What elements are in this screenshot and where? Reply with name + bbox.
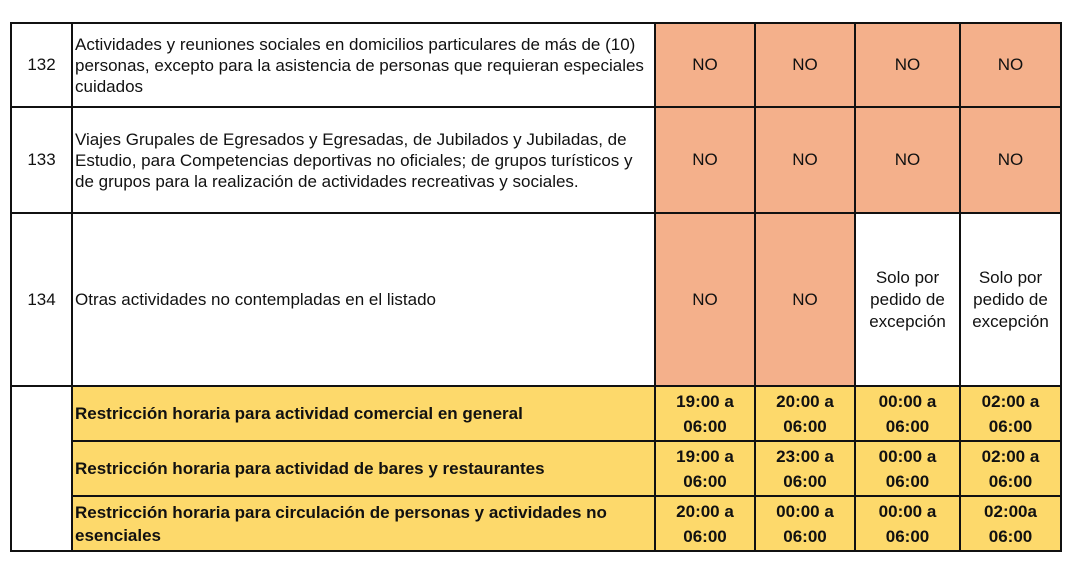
- hours-end: 06:00: [885, 471, 930, 491]
- phase-4-hours: [960, 386, 1061, 441]
- hours-start: 00:00 a: [878, 501, 937, 521]
- hours-end: 06:00: [885, 416, 930, 436]
- hours-end: 06:00: [783, 526, 827, 546]
- hours-end: 06:00: [988, 416, 1033, 436]
- hours-end: 06:00: [988, 471, 1033, 491]
- hours-start: 19:00 a: [676, 391, 734, 411]
- phase-4-hours: [960, 441, 1061, 496]
- table-row: [11, 213, 1061, 386]
- restriction-description: Restricción horaria para circulación de personas y actividades no esenciales: [72, 496, 655, 551]
- phase-3-cell: NO: [855, 23, 960, 107]
- hours-start: 23:00 a: [776, 446, 834, 466]
- table-row: [11, 107, 1061, 213]
- phase-3-cell: NO: [855, 107, 960, 213]
- phase-3-hours: [855, 386, 960, 441]
- restriction-description: Restricción horaria para actividad comercial en general: [72, 386, 655, 441]
- hours-end: 06:00: [988, 526, 1033, 546]
- phase-4-cell: Solo por pedido de excepción: [960, 213, 1061, 386]
- hours-start: 20:00 a: [776, 391, 834, 411]
- restriction-row: [11, 386, 1061, 441]
- row-number: 133: [11, 107, 72, 213]
- hours-end: 06:00: [783, 416, 827, 436]
- phase-2-hours: [755, 386, 855, 441]
- phase-3-hours: [855, 441, 960, 496]
- hours-start: 20:00 a: [676, 501, 734, 521]
- row-description: Actividades y reuniones sociales en domicilios particulares de más de (10) personas, excepto para la asistencia de personas que requieran especiales cuidados: [72, 23, 655, 107]
- phase-2-cell: NO: [755, 213, 855, 386]
- table-row: [11, 23, 1061, 107]
- phase-1-hours: [655, 496, 755, 551]
- phase-4-cell: NO: [960, 107, 1061, 213]
- row-description: Viajes Grupales de Egresados y Egresadas, de Jubilados y Jubiladas, de Estudio, para Competencias deportivas no oficiales; de grupos turísticos y de grupos para la realización de actividades recreativas y sociales.: [72, 107, 655, 213]
- phase-1-hours: [655, 386, 755, 441]
- phase-1-cell: NO: [655, 213, 755, 386]
- phase-2-cell: NO: [755, 23, 855, 107]
- phase-4-hours: [960, 496, 1061, 551]
- phase-3-cell: Solo por pedido de excepción: [855, 213, 960, 386]
- restriction-row: [11, 496, 1061, 551]
- restrictions-table: [10, 22, 1062, 552]
- empty-number-cell: [11, 386, 72, 551]
- hours-end: 06:00: [885, 526, 930, 546]
- phase-1-cell: NO: [655, 23, 755, 107]
- phase-3-hours: [855, 496, 960, 551]
- row-description: Otras actividades no contempladas en el listado: [72, 213, 655, 386]
- hours-start: 02:00 a: [981, 391, 1040, 411]
- hours-start: 19:00 a: [676, 446, 734, 466]
- hours-start: 00:00 a: [776, 501, 834, 521]
- phase-2-hours: [755, 496, 855, 551]
- phase-4-cell: NO: [960, 23, 1061, 107]
- hours-start: 02:00 a: [981, 446, 1040, 466]
- restriction-description: Restricción horaria para actividad de bares y restaurantes: [72, 441, 655, 496]
- hours-start: 00:00 a: [878, 446, 937, 466]
- phase-1-cell: NO: [655, 107, 755, 213]
- phase-2-hours: [755, 441, 855, 496]
- hours-end: 06:00: [683, 526, 727, 546]
- phase-2-cell: NO: [755, 107, 855, 213]
- hours-end: 06:00: [783, 471, 827, 491]
- row-number: 132: [11, 23, 72, 107]
- row-number: 134: [11, 213, 72, 386]
- restriction-row: [11, 441, 1061, 496]
- phase-1-hours: [655, 441, 755, 496]
- hours-start: 02:00a: [984, 501, 1037, 521]
- hours-end: 06:00: [683, 416, 727, 436]
- hours-end: 06:00: [683, 471, 727, 491]
- hours-start: 00:00 a: [878, 391, 937, 411]
